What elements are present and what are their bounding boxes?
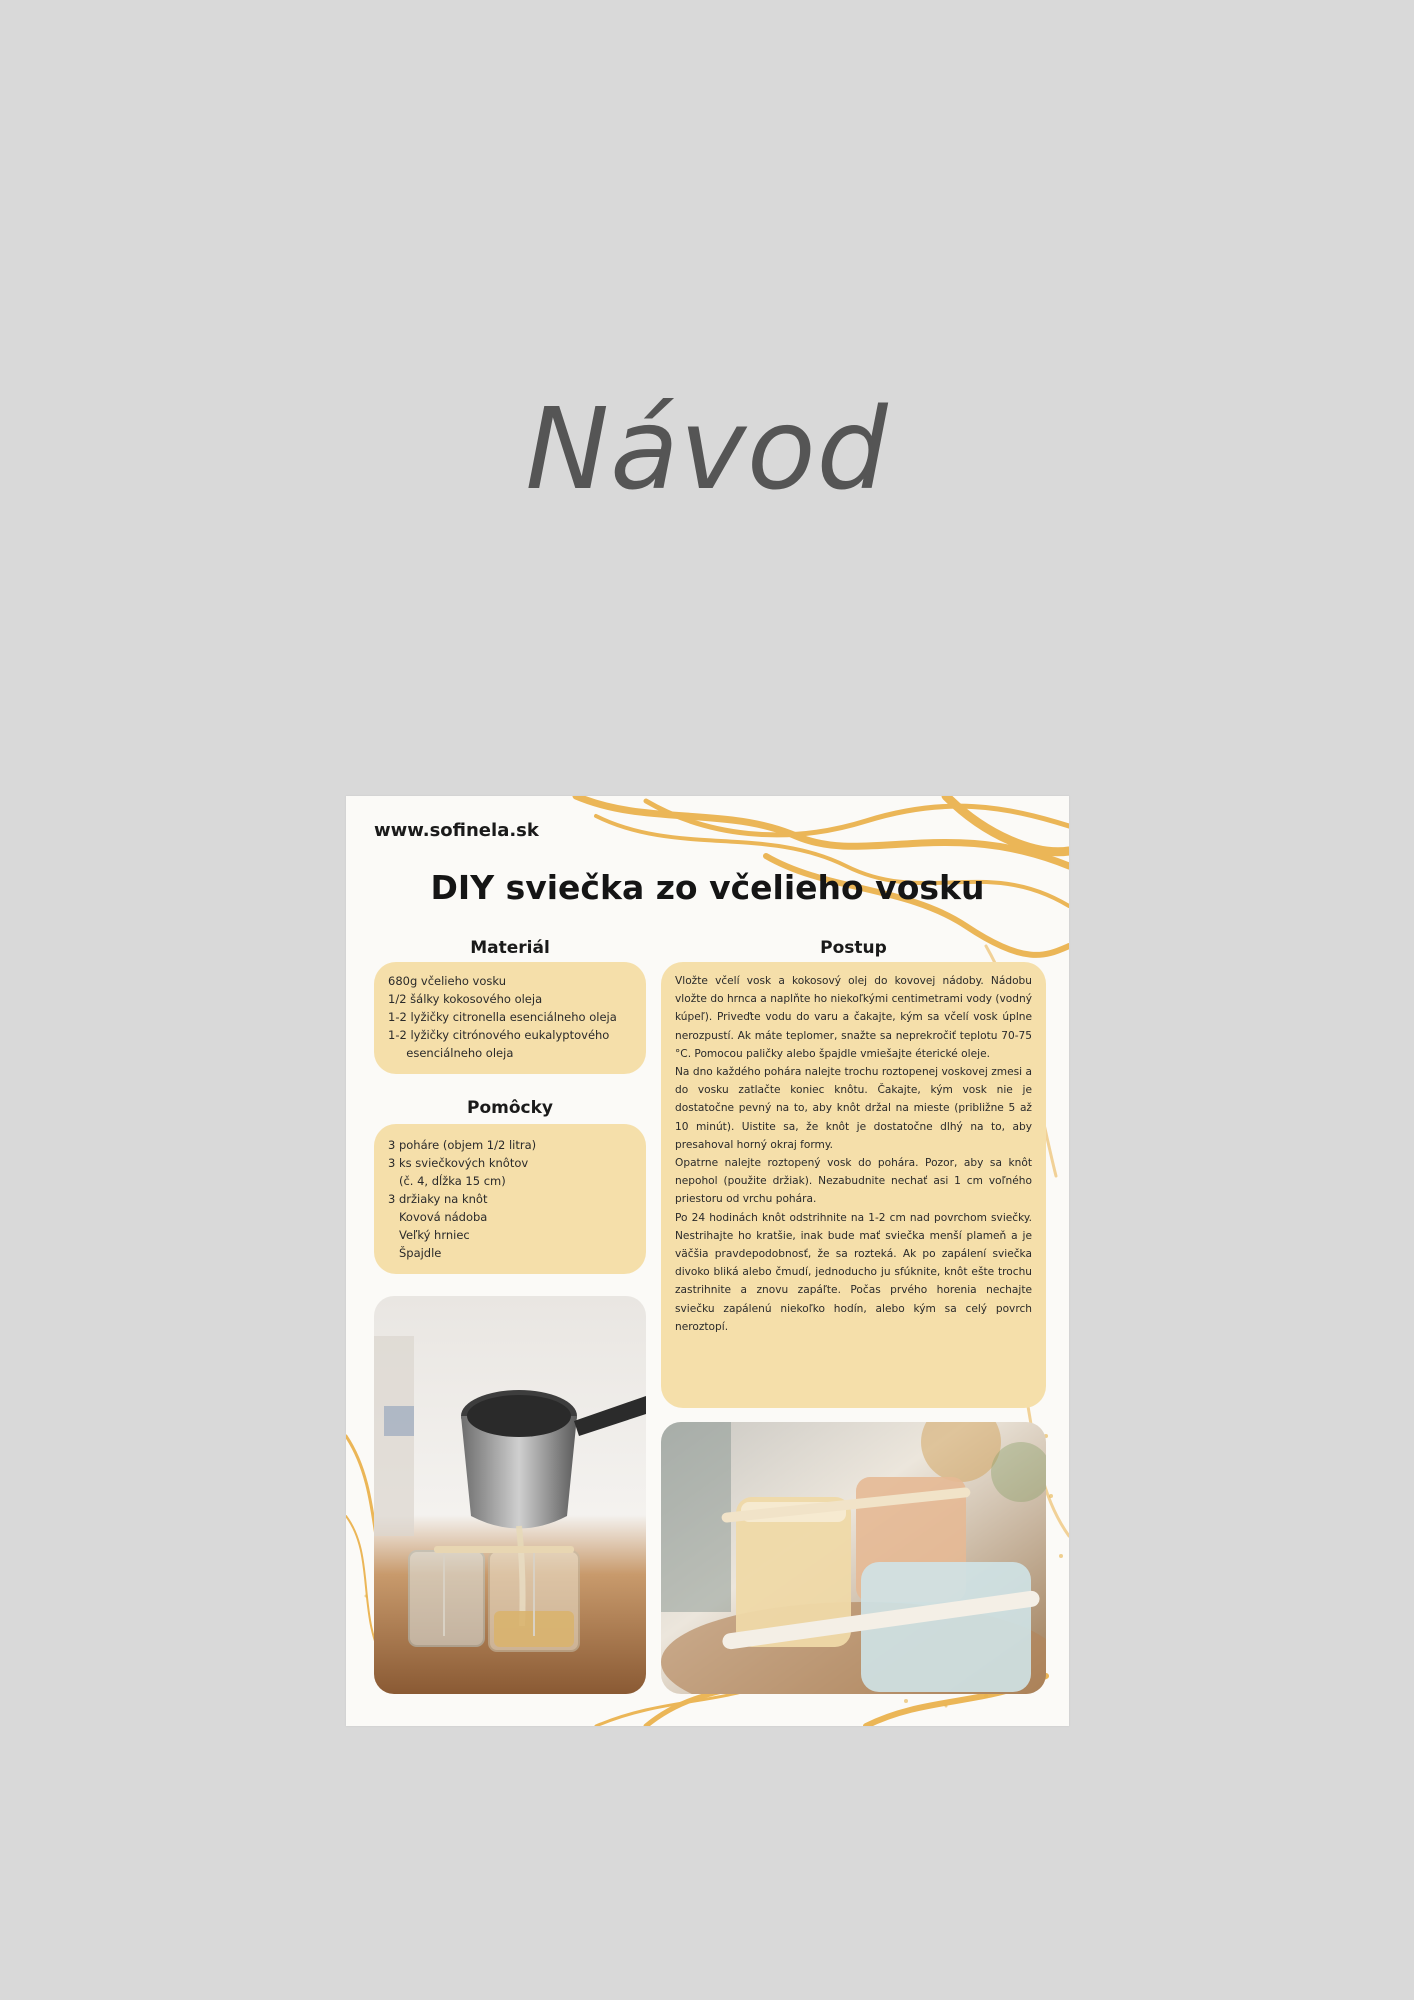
photo-finished-candles	[661, 1422, 1046, 1694]
photo-pouring-wax	[374, 1296, 646, 1694]
step-paragraph: Opatrne nalejte roztopený vosk do pohára. Pozor, aby sa knôt nepohol (použite držiak). Nezabudnite nechať asi 1 cm voľného priestoru od vrchu pohára.	[675, 1157, 1032, 1206]
step-paragraph: Vložte včelí vosk a kokosový olej do kovovej nádoby. Nádobu vložte do hrnca a naplňte ho niekoľkými centimetrami vody (vodný kúpeľ). Priveďte vodu do varu a čakajte, kým sa včelí vosk úplne nerozpustí. Ak máte teplomer, snažte sa neprekročiť teplotu 70-75 °C. Pomocou paličky alebo špajdle vmiešajte éterické oleje.	[675, 975, 1032, 1060]
material-box	[374, 962, 646, 1074]
tools-heading: Pomôcky	[467, 1098, 553, 1118]
list-item: 3 poháre (objem 1/2 litra)	[388, 1138, 537, 1152]
list-item: (č. 4, dĺžka 15 cm)	[388, 1174, 506, 1188]
list-item: esenciálneho oleja	[388, 1046, 514, 1060]
material-heading: Materiál	[470, 938, 550, 958]
list-item: 3 ks sviečkových knôtov	[388, 1156, 529, 1170]
step-paragraph: Po 24 hodinách knôt odstrihnite na 1-2 cm nad povrchom sviečky. Nestrihajte ho kratšie, inak bude mať sviečka menší plameň a je väčšia pravdepodobnosť, že sa rozteká. Ak po zapálení sviečka divoko bliká alebo čmudí, jednoducho ju sfúknite, knôt ešte trochu zastrihnite a znovu zapáľte. Počas prvého horenia nechajte sviečku zapálenú niekoľko hodín, alebo kým sa celý povrch neroztopí.	[675, 1211, 1032, 1333]
tools-box	[374, 1124, 646, 1274]
list-item: Špajdle	[388, 1246, 442, 1260]
step-paragraph: Na dno každého pohára nalejte trochu roztopenej voskovej zmesi a do vosku zatlačte koniec knôtu. Čakajte, kým vosk nie je dostatočne pevný na to, aby knôt držal na mieste (približne 5 až 10 minút). Uistite sa, že knôt je dostatočne dlhý na to, aby presahoval horný okraj formy.	[675, 1066, 1032, 1151]
list-item: 1/2 šálky kokosového oleja	[388, 992, 543, 1006]
card-title: DIY sviečka zo včelieho vosku	[430, 868, 985, 907]
list-item: 1-2 lyžičky citronella esenciálneho oleja	[388, 1010, 617, 1024]
website-url: www.sofinela.sk	[374, 820, 539, 841]
material-list	[388, 972, 632, 1062]
tools-list	[388, 1136, 632, 1262]
steps-box	[661, 962, 1046, 1408]
list-item: Kovová nádoba	[388, 1210, 488, 1224]
list-item: 3 držiaky na knôt	[388, 1192, 488, 1206]
steps-heading: Postup	[820, 938, 887, 958]
recipe-card-image	[346, 796, 1069, 1726]
list-item: 680g včelieho vosku	[388, 974, 506, 988]
list-item: Veľký hrniec	[388, 1228, 470, 1242]
list-item: 1-2 lyžičky citrónového eukalyptového	[388, 1028, 610, 1042]
page-title: Návod	[525, 385, 889, 515]
